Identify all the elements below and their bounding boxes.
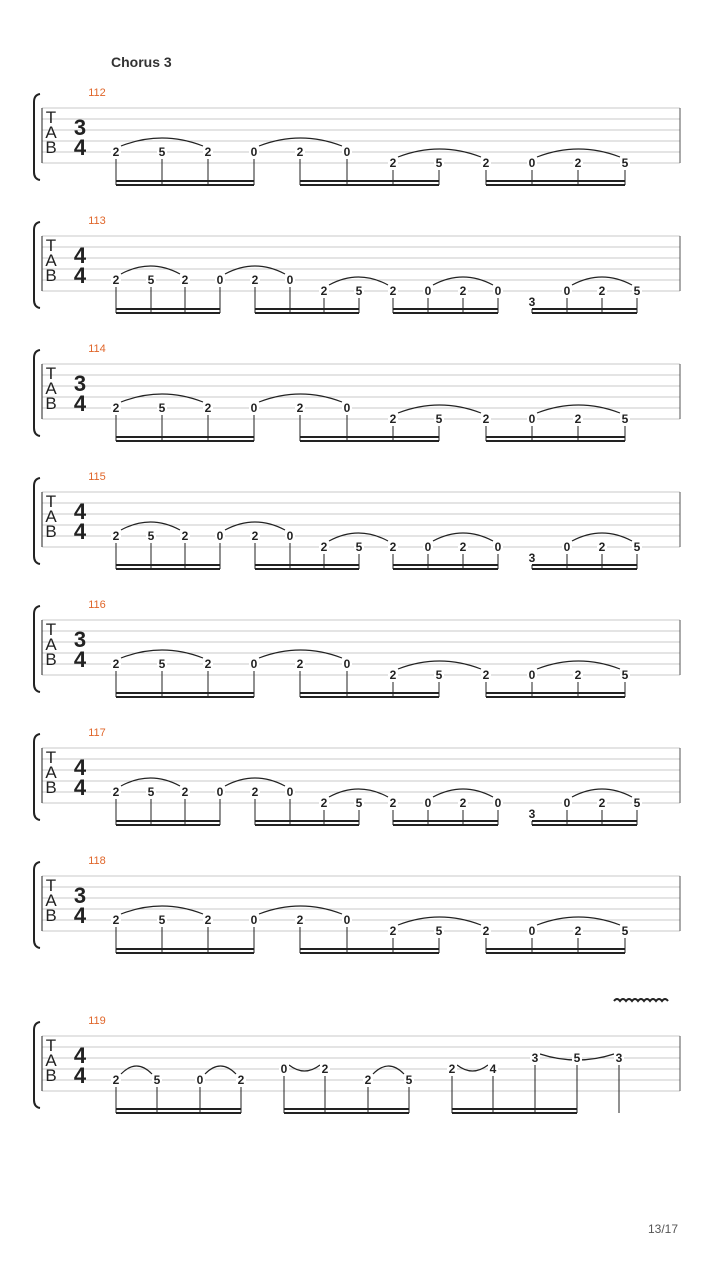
tab-letter: T [45, 748, 57, 767]
fret-number: 5 [158, 657, 166, 671]
fret-number: 0 [280, 1062, 288, 1076]
fret-number: 5 [621, 668, 629, 682]
fret-number: 2 [251, 273, 259, 287]
slur [457, 1065, 488, 1071]
fret-number: 2 [448, 1062, 456, 1076]
fret-number: 2 [296, 145, 304, 159]
tab-letter: T [45, 492, 57, 511]
fret-number: 0 [343, 913, 351, 927]
time-signature-bottom: 4 [73, 647, 87, 672]
fret-number: 0 [216, 273, 224, 287]
tab-letter: B [45, 266, 57, 285]
slur [205, 1066, 236, 1074]
fret-number: 2 [112, 273, 120, 287]
tab-letter: A [45, 891, 57, 910]
fret-number: 2 [320, 796, 328, 810]
tab-letter: T [45, 108, 57, 127]
fret-number: 3 [528, 551, 536, 565]
fret-number: 0 [250, 657, 258, 671]
fret-number: 2 [574, 156, 582, 170]
tab-letter: T [45, 876, 57, 895]
tab-letter: A [45, 507, 57, 526]
fret-number: 0 [528, 412, 536, 426]
time-signature-top: 4 [73, 243, 87, 268]
fret-number: 3 [531, 1051, 539, 1065]
fret-number: 5 [435, 156, 443, 170]
fret-number: 2 [296, 401, 304, 415]
fret-number: 5 [158, 401, 166, 415]
tab-letter: B [45, 650, 57, 669]
time-signature-bottom: 4 [73, 391, 87, 416]
system-bracket [34, 94, 40, 180]
fret-number: 2 [181, 785, 189, 799]
fret-number: 0 [528, 156, 536, 170]
fret-number: 0 [343, 657, 351, 671]
fret-number: 5 [147, 529, 155, 543]
time-signature-top: 3 [73, 115, 87, 140]
fret-number: 5 [621, 412, 629, 426]
fret-number: 0 [424, 796, 432, 810]
fret-number: 0 [343, 145, 351, 159]
tab-letter: B [45, 778, 57, 797]
fret-number: 2 [237, 1073, 245, 1087]
fret-number: 3 [528, 807, 536, 821]
fret-number: 2 [574, 668, 582, 682]
fret-number: 2 [482, 668, 490, 682]
measure-number: 112 [88, 87, 106, 99]
fret-number: 2 [251, 529, 259, 543]
slur [121, 1066, 152, 1074]
fret-number: 3 [528, 295, 536, 309]
fret-number: 0 [343, 401, 351, 415]
fret-number: 5 [158, 145, 166, 159]
fret-number: 0 [286, 529, 294, 543]
tab-letter: T [45, 236, 57, 255]
fret-number: 5 [435, 668, 443, 682]
fret-number: 5 [158, 913, 166, 927]
fret-number: 0 [250, 913, 258, 927]
fret-number: 5 [405, 1073, 413, 1087]
fret-number: 2 [112, 913, 120, 927]
tab-letter: A [45, 251, 57, 270]
time-signature-top: 3 [73, 371, 87, 396]
fret-number: 2 [320, 540, 328, 554]
fret-number: 0 [494, 284, 502, 298]
tab-letter: B [45, 138, 57, 157]
time-signature-bottom: 4 [73, 263, 87, 288]
fret-number: 2 [112, 145, 120, 159]
measure-number: 115 [88, 471, 106, 483]
tab-letter: B [45, 522, 57, 541]
fret-number: 2 [389, 924, 397, 938]
measure-number: 118 [88, 855, 106, 867]
fret-number: 0 [286, 785, 294, 799]
measure-number: 119 [88, 1015, 106, 1027]
fret-number: 5 [435, 412, 443, 426]
fret-number: 5 [573, 1051, 581, 1065]
time-signature-top: 3 [73, 627, 87, 652]
time-signature-top: 4 [73, 499, 87, 524]
time-signature-bottom: 4 [73, 775, 87, 800]
fret-number: 2 [389, 156, 397, 170]
fret-number: 2 [482, 156, 490, 170]
fret-number: 2 [389, 412, 397, 426]
fret-number: 5 [147, 273, 155, 287]
fret-number: 2 [482, 412, 490, 426]
fret-number: 2 [459, 796, 467, 810]
system-bracket [34, 1022, 40, 1108]
system-bracket [34, 478, 40, 564]
vibrato-mark [614, 999, 668, 1001]
fret-number: 0 [494, 796, 502, 810]
time-signature-top: 4 [73, 755, 87, 780]
fret-number: 5 [633, 540, 641, 554]
tab-letter: A [45, 635, 57, 654]
fret-number: 2 [296, 657, 304, 671]
fret-number: 5 [621, 924, 629, 938]
fret-number: 2 [112, 529, 120, 543]
section-title: Chorus 3 [111, 54, 172, 70]
fret-number: 2 [204, 657, 212, 671]
fret-number: 2 [204, 145, 212, 159]
tab-letter: A [45, 763, 57, 782]
fret-number: 5 [147, 785, 155, 799]
fret-number: 2 [320, 284, 328, 298]
fret-number: 0 [563, 796, 571, 810]
time-signature-top: 4 [73, 1043, 87, 1068]
fret-number: 0 [216, 529, 224, 543]
fret-number: 0 [250, 401, 258, 415]
time-signature-bottom: 4 [73, 519, 87, 544]
time-signature-top: 3 [73, 883, 87, 908]
fret-number: 0 [250, 145, 258, 159]
fret-number: 5 [435, 924, 443, 938]
fret-number: 0 [528, 668, 536, 682]
system-bracket [34, 734, 40, 820]
fret-number: 5 [633, 796, 641, 810]
fret-number: 3 [615, 1051, 623, 1065]
fret-number: 5 [621, 156, 629, 170]
tab-letter: B [45, 906, 57, 925]
measure-number: 114 [88, 343, 106, 355]
fret-number: 2 [181, 273, 189, 287]
tab-letter: T [45, 1036, 57, 1055]
fret-number: 0 [563, 284, 571, 298]
fret-number: 2 [389, 796, 397, 810]
measure-number: 113 [88, 215, 106, 227]
measure-number: 116 [88, 599, 106, 611]
fret-number: 5 [153, 1073, 161, 1087]
fret-number: 2 [482, 924, 490, 938]
fret-number: 0 [424, 540, 432, 554]
fret-number: 2 [389, 668, 397, 682]
fret-number: 0 [528, 924, 536, 938]
fret-number: 2 [112, 785, 120, 799]
fret-number: 0 [494, 540, 502, 554]
time-signature-bottom: 4 [73, 903, 87, 928]
fret-number: 2 [112, 1073, 120, 1087]
fret-number: 0 [196, 1073, 204, 1087]
fret-number: 2 [321, 1062, 329, 1076]
fret-number: 5 [355, 540, 363, 554]
fret-number: 2 [112, 657, 120, 671]
system-bracket [34, 350, 40, 436]
fret-number: 0 [286, 273, 294, 287]
time-signature-bottom: 4 [73, 135, 87, 160]
fret-number: 2 [364, 1073, 372, 1087]
slur [373, 1066, 404, 1074]
tab-letter: A [45, 1051, 57, 1070]
tab-letter: A [45, 379, 57, 398]
fret-number: 2 [204, 913, 212, 927]
tab-letter: T [45, 620, 57, 639]
fret-number: 5 [355, 284, 363, 298]
fret-number: 2 [181, 529, 189, 543]
fret-number: 2 [204, 401, 212, 415]
fret-number: 2 [574, 412, 582, 426]
fret-number: 2 [296, 913, 304, 927]
tab-letter: B [45, 394, 57, 413]
page-number: 13/17 [647, 1222, 678, 1236]
tab-letter: A [45, 123, 57, 142]
fret-number: 2 [459, 540, 467, 554]
slur [289, 1065, 320, 1071]
fret-number: 5 [355, 796, 363, 810]
measure-number: 117 [88, 727, 106, 739]
fret-number: 2 [574, 924, 582, 938]
fret-number: 2 [598, 284, 606, 298]
fret-number: 2 [389, 284, 397, 298]
fret-number: 5 [633, 284, 641, 298]
fret-number: 0 [424, 284, 432, 298]
tab-letter: B [45, 1066, 57, 1085]
fret-number: 2 [112, 401, 120, 415]
fret-number: 2 [459, 284, 467, 298]
time-signature-bottom: 4 [73, 1063, 87, 1088]
fret-number: 2 [598, 796, 606, 810]
system-bracket [34, 862, 40, 948]
system-bracket [34, 222, 40, 308]
fret-number: 0 [563, 540, 571, 554]
tab-letter: T [45, 364, 57, 383]
fret-number: 2 [598, 540, 606, 554]
fret-number: 0 [216, 785, 224, 799]
fret-number: 2 [251, 785, 259, 799]
system-bracket [34, 606, 40, 692]
fret-number: 2 [389, 540, 397, 554]
fret-number: 4 [489, 1062, 497, 1076]
